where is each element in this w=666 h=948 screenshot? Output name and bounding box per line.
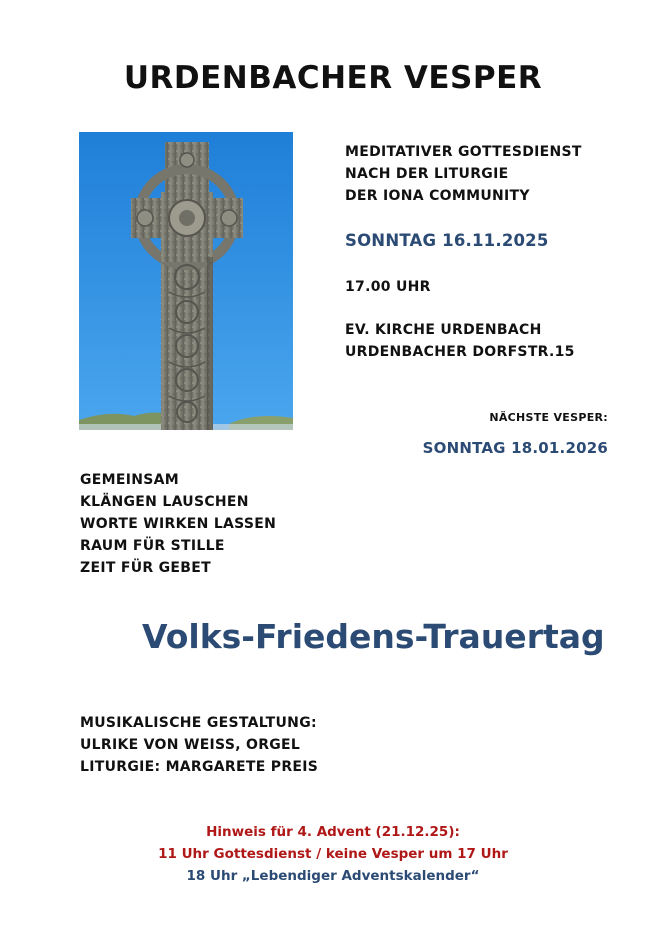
- service-time: 17.00 UHR: [345, 279, 431, 295]
- next-vesper-label: NÄCHSTE VESPER:: [489, 411, 608, 424]
- service-location-line-2: URDENBACHER DORFSTR.15: [345, 344, 575, 360]
- service-description-line-1: MEDITATIVER GOTTESDIENST: [345, 144, 582, 160]
- theme-item: KLÄNGEN LAUSCHEN: [80, 494, 249, 510]
- theme-item: RAUM FÜR STILLE: [80, 538, 225, 554]
- theme-item: ZEIT FÜR GEBET: [80, 560, 211, 576]
- theme-item: GEMEINSAM: [80, 472, 180, 488]
- service-location-line-1: EV. KIRCHE URDENBACH: [345, 322, 542, 338]
- music-credit-line-3: LITURGIE: MARGARETE PREIS: [80, 759, 319, 775]
- next-vesper-date: SONNTAG 18.01.2026: [422, 439, 608, 457]
- notice-line-2: 11 Uhr Gottesdienst / keine Vesper um 17 Uhr: [158, 846, 508, 862]
- service-description-line-2: NACH DER LITURGIE: [345, 166, 509, 182]
- music-credit-line-1: MUSIKALISCHE GESTALTUNG:: [80, 715, 317, 731]
- music-credit-line-2: ULRIKE VON WEISS, ORGEL: [80, 737, 301, 753]
- notice-line-3: 18 Uhr „Lebendiger Adventskalender“: [186, 868, 480, 884]
- page-title: URDENBACHER VESPER: [123, 60, 543, 96]
- occasion-heading: Volks-Friedens-Trauertag: [142, 617, 605, 656]
- notice-line-1: Hinweis für 4. Advent (21.12.25):: [206, 824, 460, 840]
- celtic-cross-photo: [79, 132, 293, 430]
- service-date: SONNTAG 16.11.2025: [345, 231, 549, 250]
- theme-item: WORTE WIRKEN LASSEN: [80, 516, 277, 532]
- service-description-line-3: DER IONA COMMUNITY: [345, 188, 530, 204]
